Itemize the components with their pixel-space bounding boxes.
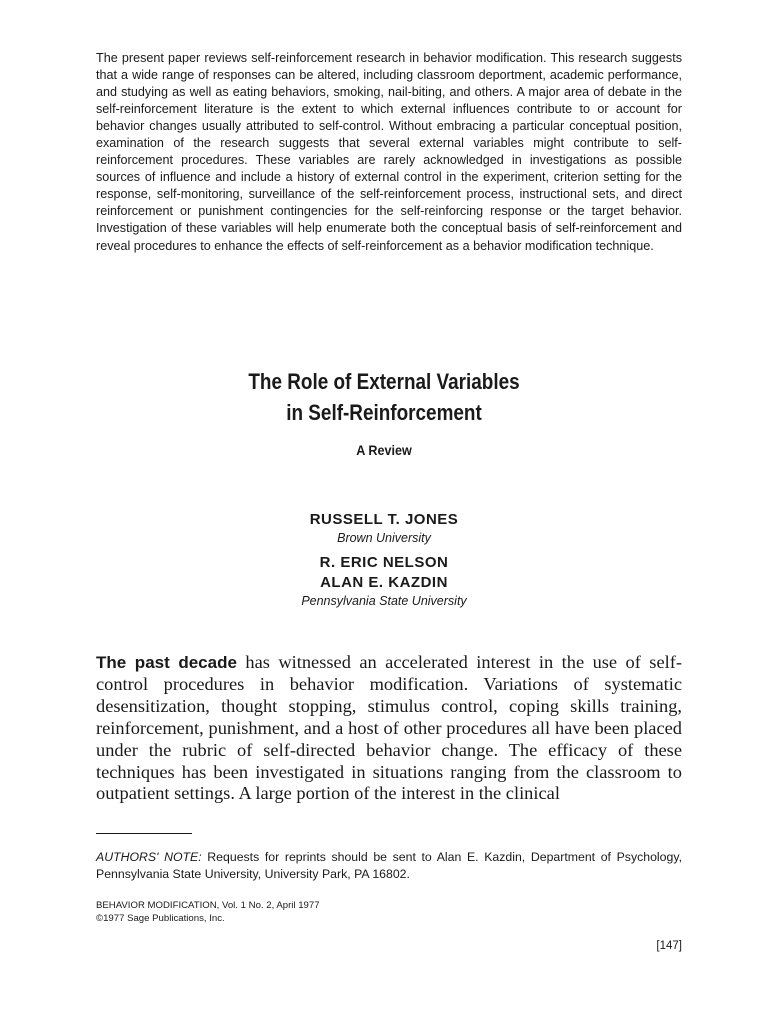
- authors-note-label: AUTHORS' NOTE:: [96, 850, 202, 864]
- authors-note: [96, 849, 682, 883]
- abstract-paragraph: The present paper reviews self-reinforcement research in behavior modification. This research suggests that a wide range of responses can be altered, including classroom deportment, academic performance, and studying as well as eating behaviors, smoking, nail-biting, and others. A major area of debate in the self-reinforcement literature is the extent to which external influences contribute to or account for behavior changes usually attributed to self-control. Without embracing a particular conceptual position, examination of the research suggests that several external variables might contribute to self-reinforcement procedures. These variables are rarely acknowledged in investigations as possible sources of influence and include a history of external control in the experiment, criterion setting for the response, self-monitoring, surveillance of the self-reinforcement process, instructional sets, and direct reinforcement or punishment contingencies for the self-reinforcing response or the target behavior. Investigation of these variables will help enumerate both the conceptual basis of self-reinforcement and reveal procedures to enhance the effects of self-reinforcement as a behavior modification technique.: [96, 51, 682, 253]
- author-name: R. ERIC NELSON: [319, 554, 449, 571]
- title-line-2: in Self-Reinforcement: [286, 400, 482, 425]
- copyright-notice: ©1977 Sage Publications, Inc.: [96, 912, 225, 924]
- lead-in-text: The past decade: [96, 653, 237, 672]
- title-line-1: The Role of External Variables: [248, 369, 520, 394]
- author-name: RUSSELL T. JONES: [309, 511, 459, 528]
- body-paragraph: [96, 652, 682, 805]
- journal-citation: BEHAVIOR MODIFICATION, Vol. 1 No. 2, April 1977: [96, 900, 320, 911]
- journal-info: [96, 900, 496, 925]
- footnote-divider: [96, 833, 192, 834]
- article-title: [54, 366, 714, 428]
- article-subtitle: A Review: [356, 442, 412, 458]
- authors-note-text: Requests for reprints should be sent to Alan E. Kazdin, Department of Psychology, Pennsylvania State University, University Park, PA 16802.: [96, 850, 682, 881]
- page-number: [147]: [656, 940, 682, 952]
- author-block: [0, 510, 768, 610]
- author-name: ALAN E. KAZDIN: [320, 574, 448, 591]
- author-affiliation: Brown University: [337, 531, 431, 545]
- body-text: has witnessed an accelerated interest in the use of self-control procedures in behavior modification. Variations of systematic desensitization, thought stopping, stimulus control, coping skills training, reinforcement, punishment, and a host of other procedures all have been placed under the rubric of self-directed behavior change. The efficacy of these techniques has been investigated in situations ranging from the classroom to outpatient settings. A large portion of the interest in the clinical: [96, 652, 682, 804]
- author-affiliation: Pennsylvania State University: [301, 594, 467, 608]
